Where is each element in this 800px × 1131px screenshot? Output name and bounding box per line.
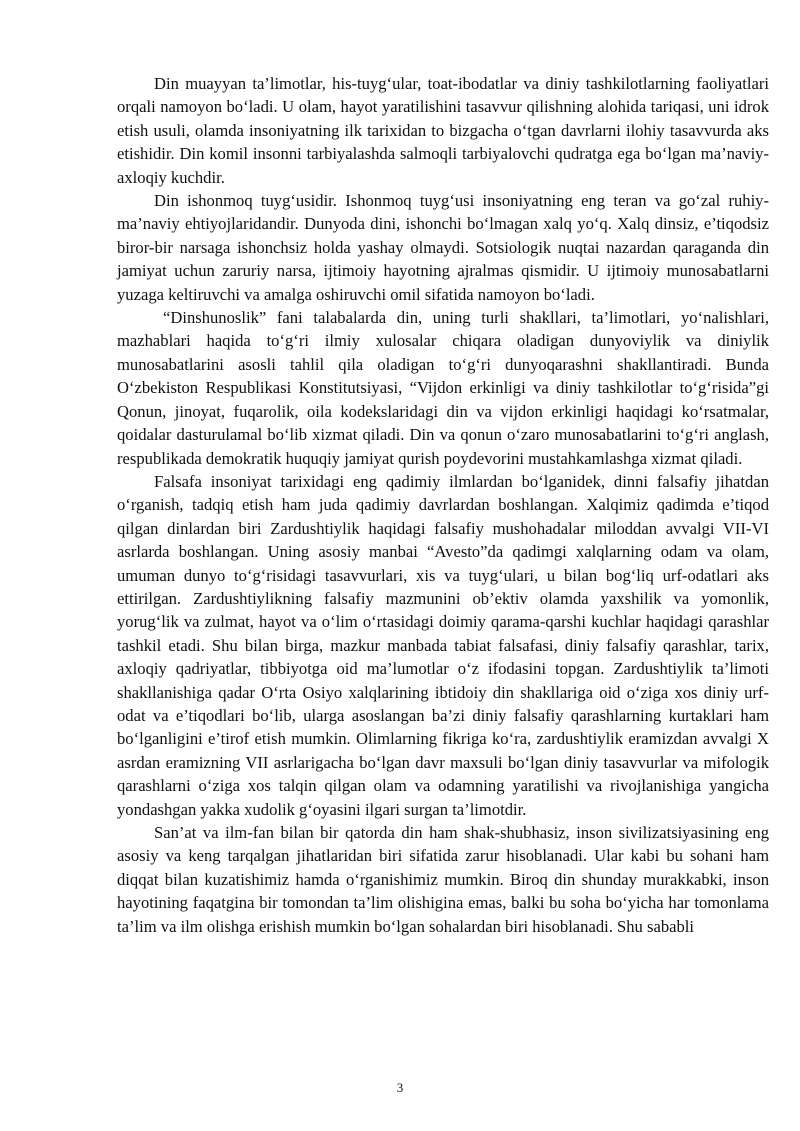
paragraph-philosophy-zoroastrianism: Falsafa insoniyat tarixidagi eng qadimiy ilmlardan bo‘lganidek, dinni falsafiy jihatdan o‘rganish, tadqiq etish ham juda qadimiy davrlardan boshlangan. Xalqimiz qadimda e’tiqod qilgan dinlardan biri Zardushtiylik haqidagi falsafiy mushohadalar miloddan avvalgi VII-VI asrlarda boshlangan. Uning asosiy manbai “Avesto”da qadimgi xalqlarning odam va olam, umuman dunyo to‘g‘risidagi tasavvurlari, xis va tuyg‘ulari, u bilan bog‘liq urf-odatlari aks ettirilgan. Zardushtiylikning falsafiy mazmunini ob’ektiv olamda yaxshilik va yomonlik, yorug‘lik va zulmat, hayot va o‘lim o‘rtasidagi doimiy qarama-qarshi kuchlar haqidagi qarashlar tashkil etadi. Shu bilan birga, mazkur manbada tabiat falsafasi, diniy falsafiy qarashlar, tarix, axloqiy qadriyatlar, tibbiyotga oid ma’lumotlar o‘z ifodasini topgan. Zardushtiylik ta’limoti shakllanishiga qadar O‘rta Osiyo xalqlarining ibtidoiy din shakllariga oid o‘ziga xos diniy urf-odat va e’tiqodlari bo‘lib, ularga asoslangan ba’zi diniy falsafiy qarashlarning kurtaklari ham bo‘lganligini e’tirof etish mumkin. Olimlarning fikriga ko‘ra, zardushtiylik eramizdan avvalgi X asrdan eramizning VII asrlarigacha bo‘lgan davr maxsuli bo‘lgan diniy tasavvurlar va mifologik qarashlarni o‘ziga xos talqin qilgan olam va odamning yaratilishi va rivojlanishiga yangicha yondashgan yakka xudolik g‘oyasini ilgari surgan ta’limotdir. [117,471,769,819]
paragraph-religion-definition: Din muayyan ta’limotlar, his-tuyg‘ular, toat-ibodatlar va diniy tashkilotlarning faoliyatlari orqali namoyon bo‘ladi. U olam, hayot yaratilishini tasavvur qilishning alohida tariqasi, uni idrok etish usuli, olamda insoniyatning ilk tarixidan to bizgacha o‘tgan davrlarni ilohiy tasavvurda aks etishidir. Din komil insonni tarbiyalashda salmoqli tarbiyalovchi qudratga ega bo‘lgan ma’naviy-axloqiy kuchdir. [117,74,769,187]
paragraph-dinshunoslik-course: “Dinshunoslik” fani talabalarda din, uning turli shakllari, ta’limotlari, yo‘nalishlari, mazhablari haqida to‘g‘ri ilmiy xulosalar chiqara oladigan dunyoviylik va diniylik munosabatlarini asosli tahlil qila oladigan to‘g‘ri dunyoqarashni shakllantiradi. Bunda O‘zbekiston Respublikasi Konstitutsiyasi, “Vijdon erkinligi va diniy tashkilotlar to‘g‘risida”gi Qonun, jinoyat, fuqarolik, oila kodekslaridagi din va vijdon erkinligi haqidagi ko‘rsatmalar, qoidalar dasturulamal bo‘lib xizmat qiladi. Din va qonun o‘zaro munosabatlarini to‘g‘ri anglash, respublikada demokratik huquqiy jamiyat qurish poydevorini mustahkamlashga xizmat qiladi. [117,308,769,468]
paragraph-art-science-religion: San’at va ilm-fan bilan bir qatorda din ham shak-shubhasiz, inson sivilizatsiyasining eng asosiy va keng tarqalgan jihatlaridan biri sifatida zarur hisoblanadi. Ular kabi bu sohani ham diqqat bilan kuzatishimiz hamda o‘rganishimiz mumkin. Biroq din shunday murakkabki, inson hayotining faqatgina bir tomondan ta’lim olishigina emas, balki bu soha bo‘yicha har tomonlama ta’lim va ilm olishga erishish mumkin bo‘lgan sohalardan biri hisoblanadi. Shu sababli [117,823,769,936]
document-body [117,72,769,938]
page-number: 3 [396,1080,404,1095]
paragraph-belief-feeling: Din ishonmoq tuyg‘usidir. Ishonmoq tuyg‘usi insoniyatning eng teran va go‘zal ruhiy-ma’naviy ehtiyojlaridandir. Dunyoda dini, ishonchi bo‘lmagan xalq yo‘q. Xalq dinsiz, e’tiqodsiz biror-bir narsaga ishonchsiz holda yashay olmaydi. Sotsiologik nuqtai nazardan qaraganda din jamiyat uchun zaruriy narsa, ijtimoiy hayotning ajralmas qismidir. U ijtimoiy munosabatlarni yuzaga keltiruvchi va amalga oshiruvchi omil sifatida namoyon bo‘ladi. [117,191,769,304]
